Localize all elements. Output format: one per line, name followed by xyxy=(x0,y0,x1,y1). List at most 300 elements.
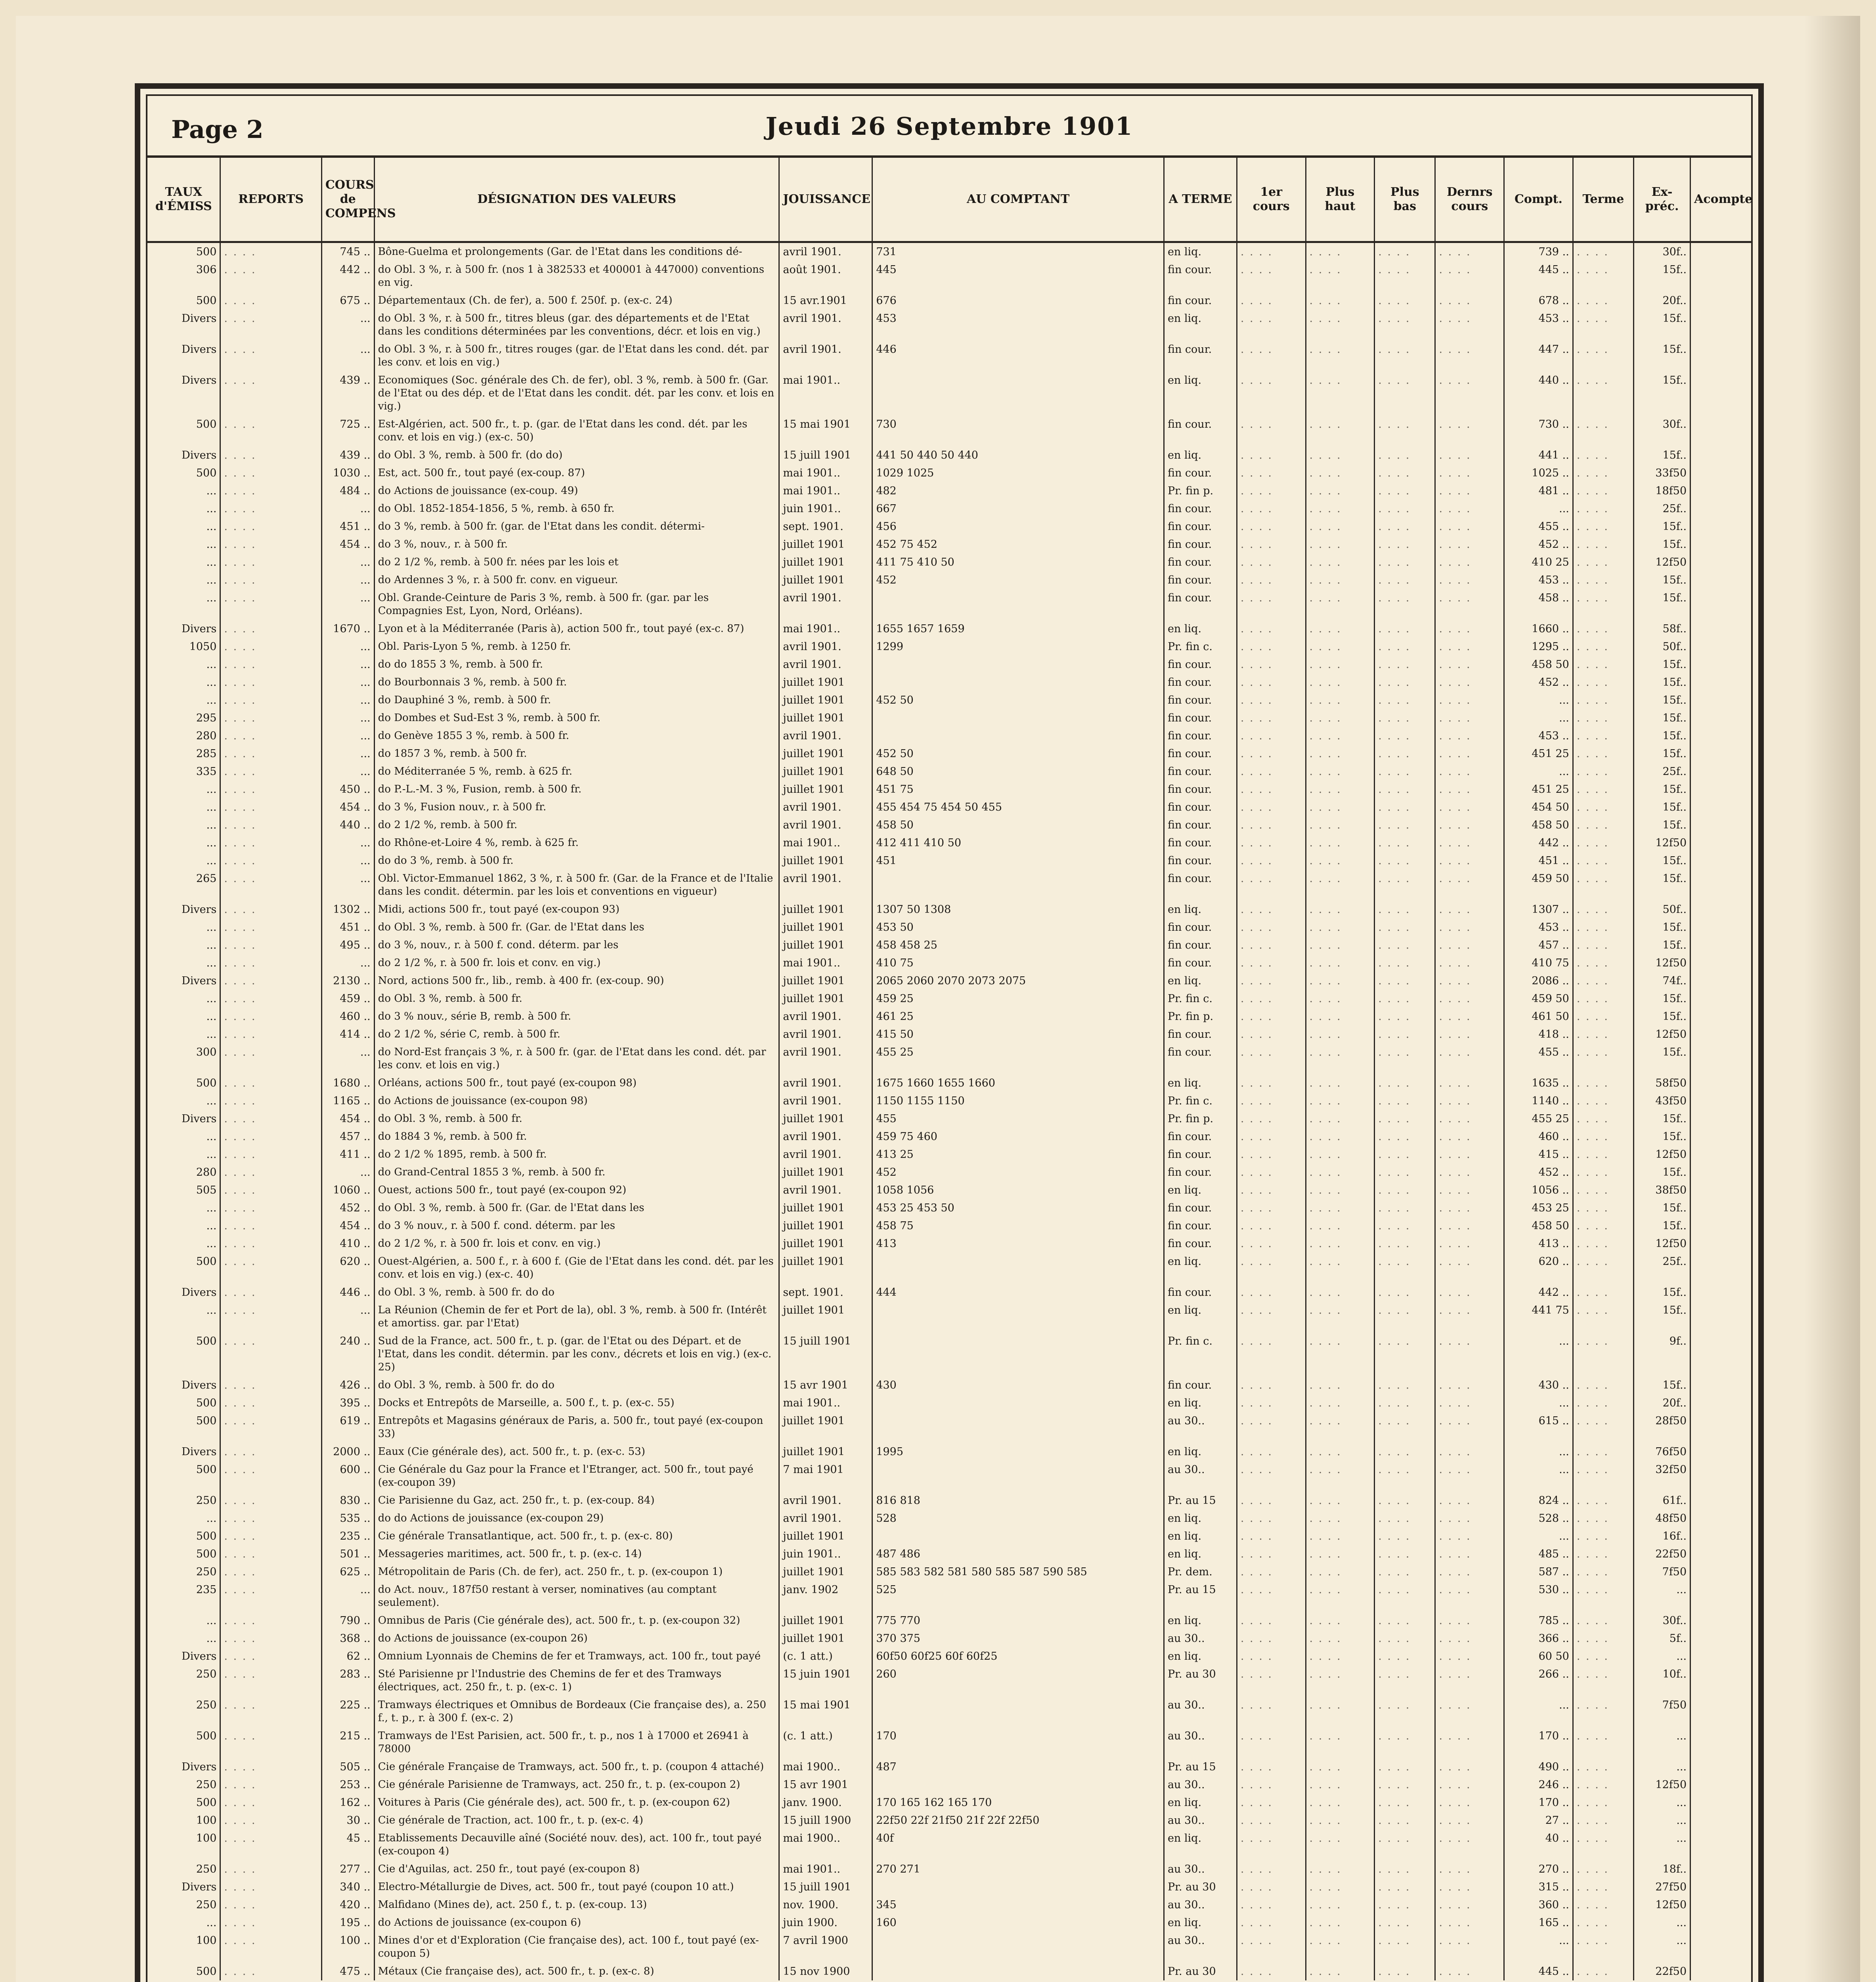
reports-cell: . . . . xyxy=(220,1860,321,1878)
table-row xyxy=(147,1253,1751,1284)
plus-bas-cell: . . . . xyxy=(1375,500,1435,518)
cours-cell: 1680 .. xyxy=(321,1074,374,1092)
dernier-cours-cell: . . . . xyxy=(1435,673,1504,691)
acompte-cell xyxy=(1691,482,1751,500)
acompte-cell xyxy=(1691,1008,1751,1025)
dernier-cours-cell: . . . . xyxy=(1435,1794,1504,1812)
jouissance-cell: juillet 1901 xyxy=(779,936,872,954)
plus-bas-cell: . . . . xyxy=(1375,1443,1435,1461)
terme-cell: fin cour. xyxy=(1164,954,1237,972)
cours-cell: 30 .. xyxy=(321,1812,374,1829)
taux-cell: ... xyxy=(147,918,220,936)
cours-cell: ... xyxy=(321,500,374,518)
terme-veille-cell: . . . . xyxy=(1573,500,1633,518)
acompte-cell xyxy=(1691,1696,1751,1727)
jouissance-cell: avril 1901. xyxy=(779,1092,872,1110)
acompte-cell xyxy=(1691,1896,1751,1914)
acompte-cell xyxy=(1691,620,1751,638)
terme-cell: Pr. fin c. xyxy=(1164,990,1237,1008)
taux-cell: Divers xyxy=(147,1758,220,1776)
acompte-cell xyxy=(1691,745,1751,763)
plus-haut-cell: . . . . xyxy=(1306,1914,1375,1932)
ex-prec-cell: ... xyxy=(1634,1812,1691,1829)
comptant-cell: 40f xyxy=(872,1829,1164,1860)
compt-cell: 455 .. xyxy=(1504,1043,1573,1074)
jouissance-cell: nov. 1900. xyxy=(779,1896,872,1914)
premier-cours-cell: . . . . xyxy=(1237,1612,1306,1630)
plus-haut-cell: . . . . xyxy=(1306,763,1375,781)
compt-cell: 461 50 xyxy=(1504,1008,1573,1025)
reports-cell: . . . . xyxy=(220,1128,321,1146)
plus-haut-cell: . . . . xyxy=(1306,798,1375,816)
plus-bas-cell: . . . . xyxy=(1375,1025,1435,1043)
terme-cell: en liq. xyxy=(1164,972,1237,990)
acompte-cell xyxy=(1691,1128,1751,1146)
terme-cell: fin cour. xyxy=(1164,656,1237,673)
compt-cell: 824 .. xyxy=(1504,1492,1573,1509)
plus-haut-cell: . . . . xyxy=(1306,918,1375,936)
taux-cell: ... xyxy=(147,936,220,954)
terme-cell: fin cour. xyxy=(1164,816,1237,834)
acompte-cell xyxy=(1691,638,1751,656)
comptant-cell: 775 770 xyxy=(872,1612,1164,1630)
terme-cell: Pr. fin p. xyxy=(1164,1110,1237,1128)
jouissance-cell: juillet 1901 xyxy=(779,1235,872,1253)
taux-cell: 500 xyxy=(147,1412,220,1443)
reports-cell: . . . . xyxy=(220,954,321,972)
taux-cell: 500 xyxy=(147,1461,220,1492)
ex-prec-cell: 7f50 xyxy=(1634,1563,1691,1581)
terme-veille-cell: . . . . xyxy=(1573,1860,1633,1878)
cours-cell: 725 .. xyxy=(321,415,374,446)
compt-cell: 447 .. xyxy=(1504,341,1573,371)
premier-cours-cell: . . . . xyxy=(1237,638,1306,656)
dernier-cours-cell: . . . . xyxy=(1435,798,1504,816)
ex-prec-cell: 15f.. xyxy=(1634,727,1691,745)
table-row xyxy=(147,1394,1751,1412)
compt-cell: ... xyxy=(1504,763,1573,781)
plus-bas-cell: . . . . xyxy=(1375,1829,1435,1860)
terme-veille-cell: . . . . xyxy=(1573,415,1633,446)
jouissance-cell: juillet 1901 xyxy=(779,1630,872,1647)
table-row xyxy=(147,1110,1751,1128)
cours-cell: 411 .. xyxy=(321,1146,374,1163)
plus-bas-cell: . . . . xyxy=(1375,638,1435,656)
designation-cell: do Dombes et Sud-Est 3 %, remb. à 500 fr. xyxy=(374,709,779,727)
designation-cell: do 3 %, Fusion nouv., r. à 500 fr. xyxy=(374,798,779,816)
plus-haut-cell: . . . . xyxy=(1306,1932,1375,1963)
plus-bas-cell: . . . . xyxy=(1375,1008,1435,1025)
terme-cell: fin cour. xyxy=(1164,763,1237,781)
taux-cell: 250 xyxy=(147,1776,220,1794)
compt-cell: 40 .. xyxy=(1504,1829,1573,1860)
cours-cell: 460 .. xyxy=(321,1008,374,1025)
taux-cell: 250 xyxy=(147,1492,220,1509)
terme-veille-cell: . . . . xyxy=(1573,1376,1633,1394)
designation-cell: Départementaux (Ch. de fer), a. 500 f. 250f. p. (ex-c. 24) xyxy=(374,292,779,310)
plus-haut-cell: . . . . xyxy=(1306,709,1375,727)
taux-cell: ... xyxy=(147,536,220,553)
terme-veille-cell: . . . . xyxy=(1573,1665,1633,1696)
jouissance-cell: juillet 1901 xyxy=(779,918,872,936)
terme-cell: fin cour. xyxy=(1164,870,1237,901)
premier-cours-cell: . . . . xyxy=(1237,1860,1306,1878)
plus-haut-cell: . . . . xyxy=(1306,954,1375,972)
table-frame xyxy=(135,83,1764,1982)
acompte-cell xyxy=(1691,518,1751,536)
comptant-cell: 445 xyxy=(872,261,1164,292)
jouissance-cell: mai 1900.. xyxy=(779,1758,872,1776)
plus-bas-cell: . . . . xyxy=(1375,1932,1435,1963)
designation-cell: do 3 % nouv., série B, remb. à 500 fr. xyxy=(374,1008,779,1025)
ex-prec-cell: 15f.. xyxy=(1634,371,1691,415)
compt-cell: 360 .. xyxy=(1504,1896,1573,1914)
terme-veille-cell: . . . . xyxy=(1573,1630,1633,1647)
jouissance-cell: (c. 1 att.) xyxy=(779,1647,872,1665)
comptant-cell: 412 411 410 50 xyxy=(872,834,1164,852)
terme-veille-cell: . . . . xyxy=(1573,763,1633,781)
compt-cell: 442 .. xyxy=(1504,834,1573,852)
taux-cell: Divers xyxy=(147,310,220,341)
plus-haut-cell: . . . . xyxy=(1306,1612,1375,1630)
terme-veille-cell: . . . . xyxy=(1573,1181,1633,1199)
ex-prec-cell: 15f.. xyxy=(1634,781,1691,798)
jouissance-cell: mai 1901.. xyxy=(779,1860,872,1878)
compt-cell: 453 .. xyxy=(1504,571,1573,589)
dernier-cours-cell: . . . . xyxy=(1435,536,1504,553)
terme-cell: en liq. xyxy=(1164,1181,1237,1199)
terme-veille-cell: . . . . xyxy=(1573,1025,1633,1043)
terme-veille-cell: . . . . xyxy=(1573,1332,1633,1376)
designation-cell: do Grand-Central 1855 3 %, remb. à 500 fr. xyxy=(374,1163,779,1181)
premier-cours-cell: . . . . xyxy=(1237,656,1306,673)
premier-cours-cell: . . . . xyxy=(1237,1092,1306,1110)
cours-cell: 620 .. xyxy=(321,1253,374,1284)
taux-cell: 500 xyxy=(147,1527,220,1545)
acompte-cell xyxy=(1691,1563,1751,1581)
ex-prec-cell: 15f.. xyxy=(1634,1301,1691,1332)
reports-cell: . . . . xyxy=(220,464,321,482)
acompte-cell xyxy=(1691,656,1751,673)
table-row xyxy=(147,1527,1751,1545)
acompte-cell xyxy=(1691,1776,1751,1794)
plus-bas-cell: . . . . xyxy=(1375,1630,1435,1647)
ex-prec-cell: 43f50 xyxy=(1634,1092,1691,1110)
premier-cours-cell: . . . . xyxy=(1237,798,1306,816)
terme-cell: fin cour. xyxy=(1164,852,1237,870)
terme-cell: en liq. xyxy=(1164,1794,1237,1812)
compt-cell: 454 50 xyxy=(1504,798,1573,816)
terme-cell: au 30.. xyxy=(1164,1461,1237,1492)
plus-haut-cell: . . . . xyxy=(1306,518,1375,536)
terme-veille-cell: . . . . xyxy=(1573,1794,1633,1812)
compt-cell: 366 .. xyxy=(1504,1630,1573,1647)
acompte-cell xyxy=(1691,1284,1751,1301)
designation-cell: do 3 % nouv., r. à 500 f. cond. déterm. par les xyxy=(374,1217,779,1235)
jouissance-cell: avril 1901. xyxy=(779,1043,872,1074)
acompte-cell xyxy=(1691,1253,1751,1284)
terme-veille-cell: . . . . xyxy=(1573,553,1633,571)
reports-cell: . . . . xyxy=(220,1914,321,1932)
dernier-cours-cell: . . . . xyxy=(1435,589,1504,620)
jouissance-cell: avril 1901. xyxy=(779,638,872,656)
jouissance-cell: 15 juin 1901 xyxy=(779,1665,872,1696)
terme-cell: en liq. xyxy=(1164,1509,1237,1527)
reports-cell: . . . . xyxy=(220,834,321,852)
plus-bas-cell: . . . . xyxy=(1375,1301,1435,1332)
reports-cell: . . . . xyxy=(220,482,321,500)
comptant-cell: 455 454 75 454 50 455 xyxy=(872,798,1164,816)
reports-cell: . . . . xyxy=(220,1376,321,1394)
table-row xyxy=(147,1758,1751,1776)
table-row xyxy=(147,1128,1751,1146)
terme-cell: fin cour. xyxy=(1164,292,1237,310)
taux-cell: ... xyxy=(147,691,220,709)
comptant-cell: 455 25 xyxy=(872,1043,1164,1074)
comptant-cell: 345 xyxy=(872,1896,1164,1914)
ex-prec-cell: 25f.. xyxy=(1634,500,1691,518)
compt-cell: 453 .. xyxy=(1504,918,1573,936)
plus-bas-cell: . . . . xyxy=(1375,1146,1435,1163)
cours-cell: 450 .. xyxy=(321,781,374,798)
terme-veille-cell: . . . . xyxy=(1573,1727,1633,1758)
compt-cell: ... xyxy=(1504,1696,1573,1727)
ex-prec-cell: 15f.. xyxy=(1634,798,1691,816)
plus-bas-cell: . . . . xyxy=(1375,852,1435,870)
table-row xyxy=(147,620,1751,638)
acompte-cell xyxy=(1691,954,1751,972)
terme-cell: en liq. xyxy=(1164,1545,1237,1563)
reports-cell: . . . . xyxy=(220,691,321,709)
taux-cell: 100 xyxy=(147,1829,220,1860)
terme-cell: en liq. xyxy=(1164,371,1237,415)
dernier-cours-cell: . . . . xyxy=(1435,1394,1504,1412)
ex-prec-cell: 58f50 xyxy=(1634,1074,1691,1092)
reports-cell: . . . . xyxy=(220,1829,321,1860)
ex-prec-cell: 15f.. xyxy=(1634,852,1691,870)
premier-cours-cell: . . . . xyxy=(1237,1758,1306,1776)
jouissance-cell: juillet 1901 xyxy=(779,673,872,691)
plus-bas-cell: . . . . xyxy=(1375,1727,1435,1758)
designation-cell: do do 1855 3 %, remb. à 500 fr. xyxy=(374,656,779,673)
compt-cell: ... xyxy=(1504,1461,1573,1492)
plus-haut-cell: . . . . xyxy=(1306,1829,1375,1860)
cours-cell: ... xyxy=(321,673,374,691)
compt-cell: 413 .. xyxy=(1504,1235,1573,1253)
compt-cell: 458 50 xyxy=(1504,816,1573,834)
compt-cell: 453 .. xyxy=(1504,310,1573,341)
ex-prec-cell: 50f.. xyxy=(1634,901,1691,918)
acompte-cell xyxy=(1691,1963,1751,1980)
premier-cours-cell: . . . . xyxy=(1237,1376,1306,1394)
cours-cell: 420 .. xyxy=(321,1896,374,1914)
plus-haut-cell: . . . . xyxy=(1306,1492,1375,1509)
ex-prec-cell: 15f.. xyxy=(1634,936,1691,954)
table-row xyxy=(147,1443,1751,1461)
compt-cell: ... xyxy=(1504,500,1573,518)
cours-cell: 240 .. xyxy=(321,1332,374,1376)
dernier-cours-cell: . . . . xyxy=(1435,870,1504,901)
cours-cell: 830 .. xyxy=(321,1492,374,1509)
reports-cell: . . . . xyxy=(220,918,321,936)
designation-cell: Est-Algérien, act. 500 fr., t. p. (gar. de l'Etat dans les cond. dét. par les conv. et lois en vig.) (ex-c. 50) xyxy=(374,415,779,446)
dernier-cours-cell: . . . . xyxy=(1435,852,1504,870)
premier-cours-cell: . . . . xyxy=(1237,834,1306,852)
terme-cell: fin cour. xyxy=(1164,1376,1237,1394)
comptant-cell: 525 xyxy=(872,1581,1164,1612)
cours-cell: 501 .. xyxy=(321,1545,374,1563)
cours-cell: 410 .. xyxy=(321,1235,374,1253)
reports-cell: . . . . xyxy=(220,1794,321,1812)
terme-cell: fin cour. xyxy=(1164,553,1237,571)
premier-cours-cell: . . . . xyxy=(1237,1545,1306,1563)
jouissance-cell: avril 1901. xyxy=(779,1008,872,1025)
reports-cell: . . . . xyxy=(220,1043,321,1074)
compt-cell: ... xyxy=(1504,1394,1573,1412)
taux-cell: ... xyxy=(147,1914,220,1932)
comptant-cell: 441 50 440 50 440 xyxy=(872,446,1164,464)
premier-cours-cell: . . . . xyxy=(1237,1665,1306,1696)
acompte-cell xyxy=(1691,1647,1751,1665)
jouissance-cell: janv. 1900. xyxy=(779,1794,872,1812)
designation-cell: Cie d'Aguilas, act. 250 fr., tout payé (ex-coupon 8) xyxy=(374,1860,779,1878)
terme-cell: Pr. au 30 xyxy=(1164,1878,1237,1896)
terme-veille-cell: . . . . xyxy=(1573,918,1633,936)
designation-cell: do Obl. 3 %, remb. à 500 fr. (Gar. de l'Etat dans les xyxy=(374,1199,779,1217)
plus-haut-cell: . . . . xyxy=(1306,1181,1375,1199)
col-plus-bas: Plus bas xyxy=(1375,158,1435,242)
taux-cell: ... xyxy=(147,1128,220,1146)
premier-cours-cell: . . . . xyxy=(1237,1563,1306,1581)
cours-cell: ... xyxy=(321,553,374,571)
acompte-cell xyxy=(1691,1630,1751,1647)
designation-cell: Messageries maritimes, act. 500 fr., t. p. (ex-c. 14) xyxy=(374,1545,779,1563)
jouissance-cell: juillet 1901 xyxy=(779,990,872,1008)
taux-cell: ... xyxy=(147,482,220,500)
jouissance-cell: 15 juill 1901 xyxy=(779,1878,872,1896)
designation-cell: Cie générale Parisienne de Tramways, act. 250 fr., t. p. (ex-coupon 2) xyxy=(374,1776,779,1794)
ex-prec-cell: 12f50 xyxy=(1634,1025,1691,1043)
comptant-cell xyxy=(872,589,1164,620)
ex-prec-cell: 50f.. xyxy=(1634,638,1691,656)
cours-cell: ... xyxy=(321,1581,374,1612)
quotes-body xyxy=(147,242,1751,1981)
ex-prec-cell: 18f.. xyxy=(1634,1860,1691,1878)
dernier-cours-cell: . . . . xyxy=(1435,1581,1504,1612)
plus-bas-cell: . . . . xyxy=(1375,1612,1435,1630)
designation-cell: do 1857 3 %, remb. à 500 fr. xyxy=(374,745,779,763)
plus-haut-cell: . . . . xyxy=(1306,482,1375,500)
dernier-cours-cell: . . . . xyxy=(1435,1563,1504,1581)
reports-cell: . . . . xyxy=(220,1074,321,1092)
cours-cell: 442 .. xyxy=(321,261,374,292)
premier-cours-cell: . . . . xyxy=(1237,620,1306,638)
cours-cell: 45 .. xyxy=(321,1829,374,1860)
cours-cell: ... xyxy=(321,656,374,673)
table-row xyxy=(147,1217,1751,1235)
jouissance-cell: 15 nov 1900 xyxy=(779,1963,872,1980)
plus-bas-cell: . . . . xyxy=(1375,1128,1435,1146)
table-row xyxy=(147,745,1751,763)
jouissance-cell: juillet 1901 xyxy=(779,571,872,589)
taux-cell: 500 xyxy=(147,1545,220,1563)
dernier-cours-cell: . . . . xyxy=(1435,936,1504,954)
plus-bas-cell: . . . . xyxy=(1375,1461,1435,1492)
plus-bas-cell: . . . . xyxy=(1375,901,1435,918)
comptant-cell: 1995 xyxy=(872,1443,1164,1461)
dernier-cours-cell: . . . . xyxy=(1435,954,1504,972)
taux-cell: ... xyxy=(147,1092,220,1110)
reports-cell: . . . . xyxy=(220,1563,321,1581)
comptant-cell: 370 375 xyxy=(872,1630,1164,1647)
designation-cell: do 3 %, remb. à 500 fr. (gar. de l'Etat dans les condit. détermi- xyxy=(374,518,779,536)
designation-cell: Entrepôts et Magasins généraux de Paris, a. 500 fr., tout payé (ex-coupon 33) xyxy=(374,1412,779,1443)
comptant-cell: 1058 1056 xyxy=(872,1181,1164,1199)
designation-cell: Mines d'or et d'Exploration (Cie française des), act. 100 f., tout payé (ex-coupon 5) xyxy=(374,1932,779,1963)
reports-cell: . . . . xyxy=(220,727,321,745)
terme-cell: Pr. fin c. xyxy=(1164,1092,1237,1110)
designation-cell: do Obl. 1852-1854-1856, 5 %, remb. à 650 fr. xyxy=(374,500,779,518)
table-row xyxy=(147,1647,1751,1665)
plus-bas-cell: . . . . xyxy=(1375,1163,1435,1181)
table-row xyxy=(147,816,1751,834)
plus-haut-cell: . . . . xyxy=(1306,1647,1375,1665)
premier-cours-cell: . . . . xyxy=(1237,1128,1306,1146)
reports-cell: . . . . xyxy=(220,1025,321,1043)
terme-veille-cell: . . . . xyxy=(1573,242,1633,261)
terme-cell: fin cour. xyxy=(1164,464,1237,482)
acompte-cell xyxy=(1691,1092,1751,1110)
dernier-cours-cell: . . . . xyxy=(1435,371,1504,415)
premier-cours-cell: . . . . xyxy=(1237,1443,1306,1461)
cours-cell: 2130 .. xyxy=(321,972,374,990)
premier-cours-cell: . . . . xyxy=(1237,589,1306,620)
table-row xyxy=(147,954,1751,972)
designation-cell: Cie Parisienne du Gaz, act. 250 fr., t. p. (ex-coup. 84) xyxy=(374,1492,779,1509)
taux-cell: Divers xyxy=(147,1443,220,1461)
col-cours-compens: COURS de COMPENS xyxy=(321,158,374,242)
terme-veille-cell: . . . . xyxy=(1573,371,1633,415)
jouissance-cell: avril 1901. xyxy=(779,341,872,371)
comptant-cell: 458 75 xyxy=(872,1217,1164,1235)
cours-cell: 675 .. xyxy=(321,292,374,310)
reports-cell: . . . . xyxy=(220,1301,321,1332)
plus-haut-cell: . . . . xyxy=(1306,1545,1375,1563)
ex-prec-cell: 15f.. xyxy=(1634,1217,1691,1235)
terme-veille-cell: . . . . xyxy=(1573,518,1633,536)
cours-cell: 452 .. xyxy=(321,1199,374,1217)
taux-cell: ... xyxy=(147,816,220,834)
terme-cell: en liq. xyxy=(1164,1301,1237,1332)
cours-cell: 1060 .. xyxy=(321,1181,374,1199)
jouissance-cell: avril 1901. xyxy=(779,1074,872,1092)
plus-bas-cell: . . . . xyxy=(1375,972,1435,990)
terme-cell: fin cour. xyxy=(1164,1043,1237,1074)
plus-bas-cell: . . . . xyxy=(1375,1563,1435,1581)
table-row xyxy=(147,1284,1751,1301)
terme-veille-cell: . . . . xyxy=(1573,691,1633,709)
ex-prec-cell: 15f.. xyxy=(1634,1199,1691,1217)
reports-cell: . . . . xyxy=(220,1492,321,1509)
terme-cell: en liq. xyxy=(1164,1612,1237,1630)
plus-haut-cell: . . . . xyxy=(1306,1860,1375,1878)
designation-cell: do Dauphiné 3 %, remb. à 500 fr. xyxy=(374,691,779,709)
terme-veille-cell: . . . . xyxy=(1573,1461,1633,1492)
jouissance-cell: mai 1901.. xyxy=(779,464,872,482)
taux-cell: Divers xyxy=(147,1110,220,1128)
terme-veille-cell: . . . . xyxy=(1573,954,1633,972)
jouissance-cell: juillet 1901 xyxy=(779,1527,872,1545)
